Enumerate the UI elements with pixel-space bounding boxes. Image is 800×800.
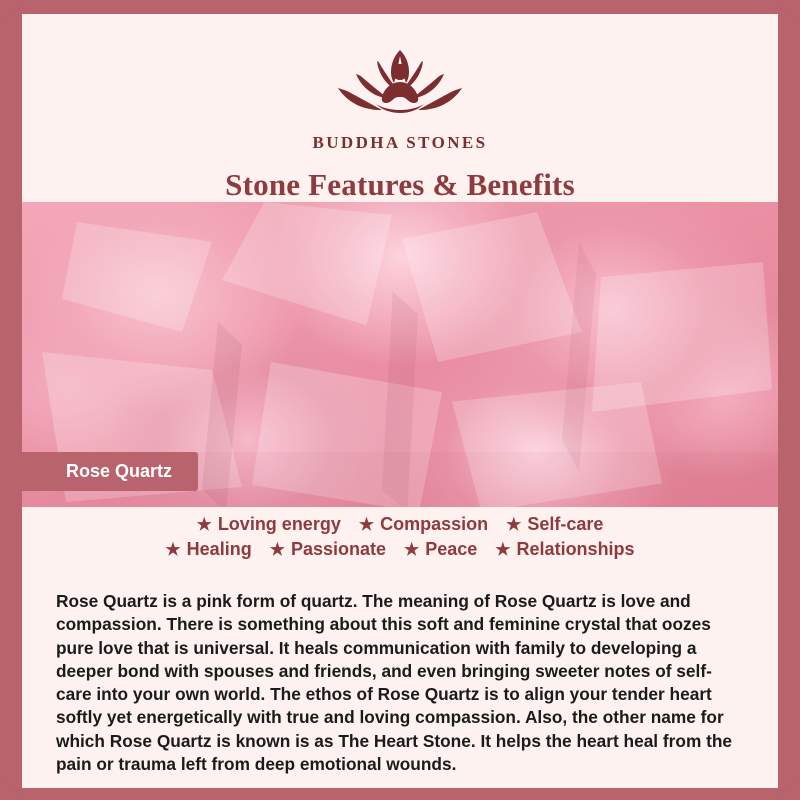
- corner-accent-top-left: [0, 0, 26, 26]
- benefit-label: Self-care: [527, 514, 604, 534]
- corner-accent-bottom-right: [774, 774, 800, 800]
- benefit-item: [270, 539, 386, 560]
- star-icon: ★: [165, 540, 181, 559]
- page-title: Stone Features & Benefits: [225, 167, 575, 202]
- star-icon: ★: [358, 515, 375, 534]
- benefit-item: [495, 539, 634, 560]
- star-icon: ★: [506, 515, 522, 534]
- benefit-label: Loving energy: [217, 514, 341, 534]
- stone-photo: [22, 202, 778, 507]
- benefit-item: [359, 514, 488, 535]
- lotus-meditation-icon: [320, 36, 480, 127]
- benefits-row-2: [156, 539, 643, 560]
- benefit-item: [404, 539, 477, 560]
- benefits-list: [22, 514, 778, 560]
- corner-accent-bottom-left: [0, 774, 26, 800]
- brand-name: BUDDHA STONES: [312, 133, 488, 152]
- benefit-item: [197, 514, 341, 535]
- benefit-label: Compassion: [380, 514, 489, 534]
- benefit-item: [506, 514, 603, 535]
- benefit-label: Healing: [186, 539, 252, 559]
- star-icon: ★: [403, 540, 420, 559]
- benefit-label: Relationships: [516, 539, 635, 559]
- star-icon: ★: [269, 540, 285, 559]
- stone-name-label: Rose Quartz: [22, 452, 198, 491]
- poster-card: [22, 14, 778, 788]
- corner-accent-top-right: [774, 0, 800, 26]
- star-icon: ★: [196, 515, 212, 534]
- poster-header: [22, 14, 778, 202]
- star-icon: ★: [495, 540, 511, 559]
- description-text: Rose Quartz is a pink form of quartz. The meaning of Rose Quartz is love and compassion. There is something about this soft and feminine crystal that oozes pure love that is universal. It heals communication with family to developing a deeper bond with spouses and friends, and even bringing sweeter notes of self-care into your own world. The ethos of Rose Quartz is to align your tender heart softly yet energetically with true and loving compassion. Also, the other name for which Rose Quartz is known is as The Heart Stone. It helps the heart heal from the pain or trauma left from deep emotional wounds.: [56, 591, 733, 774]
- benefit-item: [165, 539, 251, 560]
- benefit-label: Passionate: [290, 539, 386, 559]
- benefit-label: Peace: [425, 539, 478, 559]
- benefits-row-1: [188, 514, 613, 535]
